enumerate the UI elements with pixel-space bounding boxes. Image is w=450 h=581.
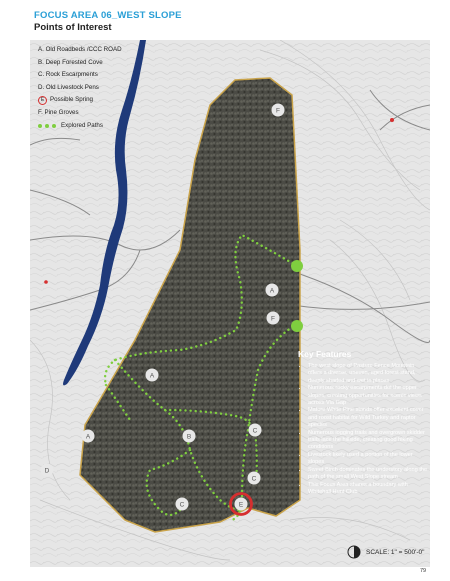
legend-item-explored-paths bbox=[38, 120, 122, 133]
legend-label: Explored Paths bbox=[61, 121, 103, 129]
legend-label: D. Old Livestock Pens bbox=[38, 83, 99, 91]
page-number: 79 bbox=[420, 568, 427, 574]
marker-label: B bbox=[186, 433, 192, 441]
marker-label: E bbox=[238, 501, 244, 509]
north-arrow-icon bbox=[347, 545, 361, 559]
marker-label: C bbox=[179, 501, 185, 509]
key-feature-item: • Sweet Birch dominates the understory along the path of the small West Slope stream bbox=[308, 467, 428, 482]
legend-label: B. Deep Forested Cove bbox=[38, 58, 103, 66]
key-feature-item: • This Focus Area shares a boundary with Whitehall Hunt Club bbox=[308, 482, 428, 497]
marker-label: A bbox=[149, 372, 155, 380]
key-features-panel bbox=[298, 349, 428, 496]
legend-item-roadbeds bbox=[38, 44, 122, 57]
legend-label: C. Rock Escarpments bbox=[38, 71, 98, 79]
path-endpoint-south bbox=[291, 320, 303, 332]
key-features-title: Key Features bbox=[298, 349, 352, 359]
path-endpoint-north bbox=[291, 260, 303, 272]
marker-label: F bbox=[271, 315, 275, 323]
key-feature-item: • Numerous logging trails and overgrown skidder trails lace the hillside, creating good hiking conditions bbox=[308, 430, 428, 452]
legend-item-rock-escarpments bbox=[38, 69, 122, 82]
page-subtitle: Points of Interest bbox=[34, 22, 112, 33]
page-title: FOCUS AREA 06_WEST SLOPE bbox=[34, 10, 182, 21]
legend-item-pine-groves bbox=[38, 107, 122, 120]
scale-bar bbox=[347, 545, 424, 559]
key-features-list bbox=[298, 363, 428, 496]
marker-label: F bbox=[276, 107, 280, 115]
structure-marker-east bbox=[390, 118, 394, 122]
spring-marker-icon: E bbox=[38, 96, 47, 105]
legend bbox=[38, 44, 122, 132]
key-feature-item: • Livestock likely used a portion of the lower slopes bbox=[308, 452, 428, 467]
legend-item-forested-cove bbox=[38, 57, 122, 70]
marker-label: C bbox=[252, 427, 258, 435]
structure-marker-west bbox=[44, 280, 48, 284]
marker-label: A bbox=[85, 433, 91, 441]
legend-label: F. Pine Groves bbox=[38, 108, 79, 116]
legend-item-livestock-pens bbox=[38, 82, 122, 95]
legend-label: Possible Spring bbox=[50, 96, 93, 104]
marker-label: D bbox=[44, 467, 50, 475]
key-feature-item: • Numerous rocky escarpments dot the upper slopes, creating opportunities for scenic views across Via Gap bbox=[308, 385, 428, 407]
key-feature-item: • The west slope of Pasture Fence Mountain offers a diverse, uneven, aged forest stand, deeply shaded and wet in places bbox=[308, 363, 428, 385]
marker-label: C bbox=[251, 475, 257, 483]
legend-item-possible-spring bbox=[38, 94, 122, 107]
dotted-path-icon bbox=[38, 124, 56, 128]
marker-label: A bbox=[269, 287, 275, 295]
key-feature-item: • Mature White Pine stands offer excellent cover and roost habitat for Wild Turkey and raptor species bbox=[308, 407, 428, 429]
scale-label: SCALE: 1" = 500'-0" bbox=[366, 548, 425, 556]
legend-label: A. Old Roadbeds /CCC ROAD bbox=[38, 46, 122, 53]
